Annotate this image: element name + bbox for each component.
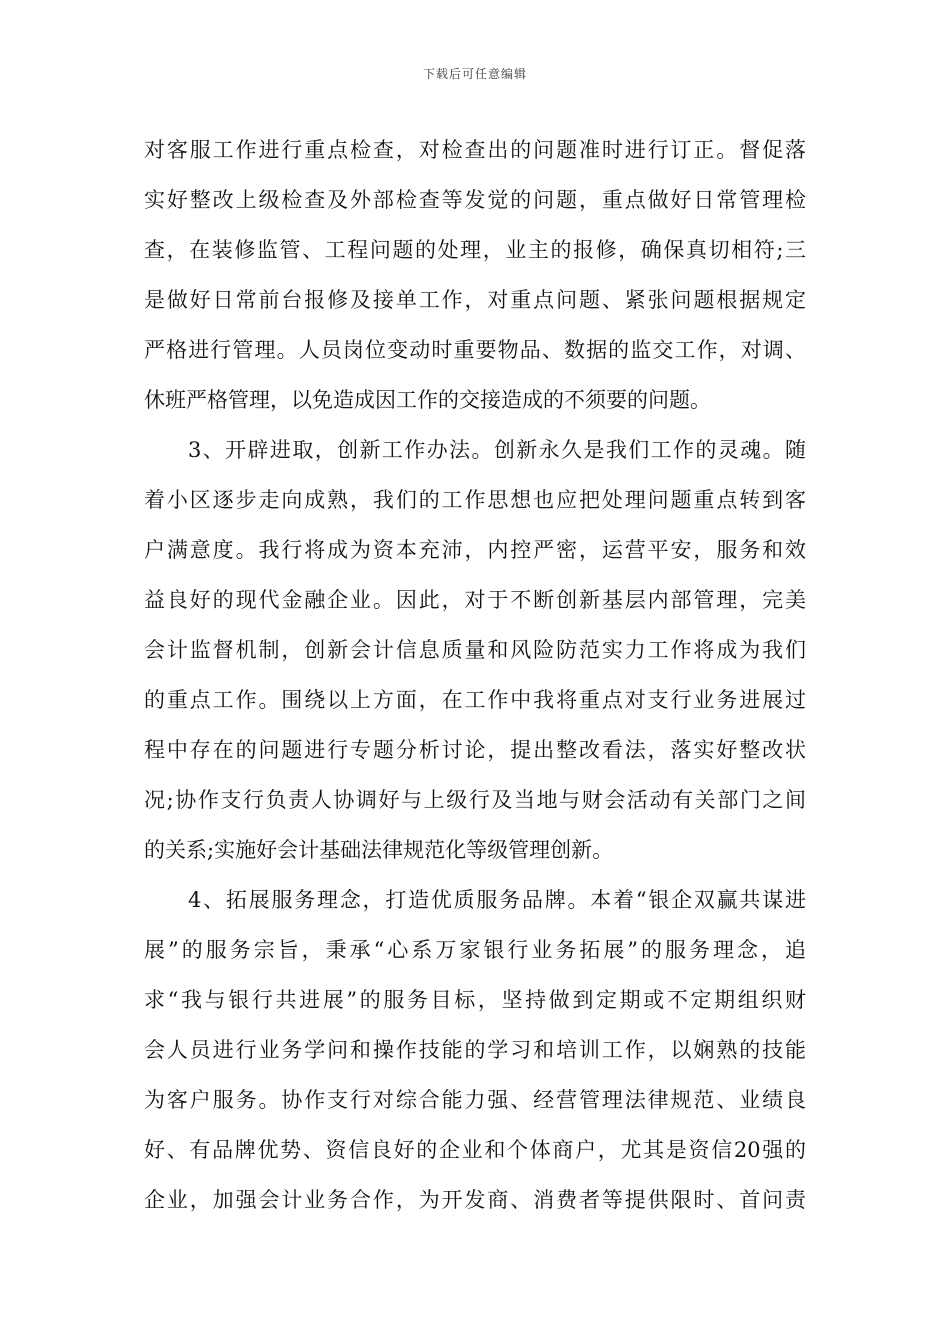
text-line: 实好整改上级检查及外部检查等发觉的问题，重点做好日常管理检 (144, 188, 806, 212)
text-line: 的关系;实施好会计基础法律规范化等级管理创新。 (144, 838, 614, 862)
paragraph-3 (144, 880, 806, 1230)
text-line: 严格进行管理。人员岗位变动时重要物品、数据的监交工作，对调、 (144, 338, 806, 362)
text-line: 休班严格管理，以免造成因工作的交接造成的不须要的问题。 (144, 388, 711, 412)
text-line: 为客户服务。协作支行对综合能力强、经营管理法律规范、业绩良 (144, 1088, 806, 1112)
text-line: 程中存在的问题进行专题分析讨论，提出整改看法，落实好整改状 (144, 738, 806, 762)
text-line: 3、开辟进取，创新工作办法。创新永久是我们工作的灵魂。随 (188, 438, 806, 462)
text-line: 查，在装修监管、工程问题的处理，业主的报修，确保真切相符;三 (144, 238, 806, 262)
text-line: 好、有品牌优势、资信良好的企业和个体商户，尤其是资信20强的 (144, 1138, 806, 1162)
text-line: 况;协作支行负责人协调好与上级行及当地与财会活动有关部门之间 (144, 788, 806, 812)
text-line: 户满意度。我行将成为资本充沛，内控严密，运营平安，服务和效 (144, 538, 806, 562)
text-line: 会计监督机制，创新会计信息质量和风险防范实力工作将成为我们 (144, 638, 806, 662)
page-header-note: 下载后可任意编辑 (422, 67, 527, 81)
text-line: 益良好的现代金融企业。因此，对于不断创新基层内部管理，完美 (144, 588, 806, 612)
text-line: 企业，加强会计业务合作，为开发商、消费者等提供限时、首问责 (144, 1188, 806, 1212)
text-line: 着小区逐步走向成熟，我们的工作思想也应把处理问题重点转到客 (144, 488, 806, 512)
text-line: 4、拓展服务理念，打造优质服务品牌。本着“银企双赢共谋进 (188, 888, 806, 912)
text-line: 展”的服务宗旨，秉承“心系万家银行业务拓展”的服务理念，追 (144, 938, 806, 962)
text-line: 对客服工作进行重点检查，对检查出的问题准时进行订正。督促落 (144, 138, 806, 162)
text-line: 是做好日常前台报修及接单工作，对重点问题、紧张问题根据规定 (144, 288, 806, 312)
text-line: 求“我与银行共进展”的服务目标，坚持做到定期或不定期组织财 (144, 988, 806, 1012)
text-line: 的重点工作。围绕以上方面，在工作中我将重点对支行业务进展过 (144, 688, 806, 712)
document-body (144, 130, 806, 1230)
paragraph-2 (144, 430, 806, 880)
paragraph-1 (144, 130, 806, 430)
text-line: 会人员进行业务学问和操作技能的学习和培训工作，以娴熟的技能 (144, 1038, 806, 1062)
